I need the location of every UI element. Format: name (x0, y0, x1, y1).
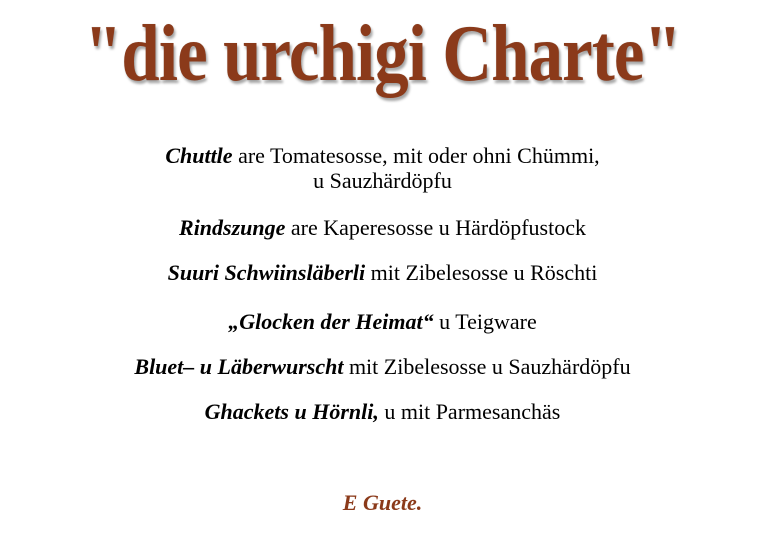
menu-item-chuttle (0, 143, 765, 193)
dish-name: Ghackets u Hörnli, (204, 399, 379, 424)
menu-item-glocken-der-heimat (0, 309, 765, 334)
dish-name: Rindszunge (179, 215, 286, 240)
menu-item-rindszunge (0, 215, 765, 240)
dish-description: are Tomatesosse, mit oder ohni Chümmi, (232, 143, 600, 168)
page-title: "die urchigi Charte" (84, 10, 681, 98)
dish-description: are Kaperesosse u Härdöpfustock (285, 215, 586, 240)
dish-description-continued: u Sauzhärdöpfu (313, 168, 452, 193)
dish-name: Bluet– u Läberwurscht (134, 354, 344, 379)
dish-name: Suuri Schwiinsläberli (167, 260, 366, 285)
dish-description: mit Zibelesosse u Röschti (365, 260, 598, 285)
menu-item-ghackets-hoernli (0, 399, 765, 424)
closing-greeting: E Guete. (342, 490, 423, 515)
menu-item-schwiinslaeberli (0, 260, 765, 285)
dish-name: „Glocken der Heimat“ (228, 309, 434, 334)
menu-item-bluet-laeberwurscht (0, 354, 765, 379)
dish-description: u Teigware (433, 309, 537, 334)
dish-description: mit Zibelesosse u Sauzhärdöpfu (343, 354, 631, 379)
dish-name: Chuttle (165, 143, 233, 168)
dish-description: u mit Parmesanchäs (378, 399, 561, 424)
